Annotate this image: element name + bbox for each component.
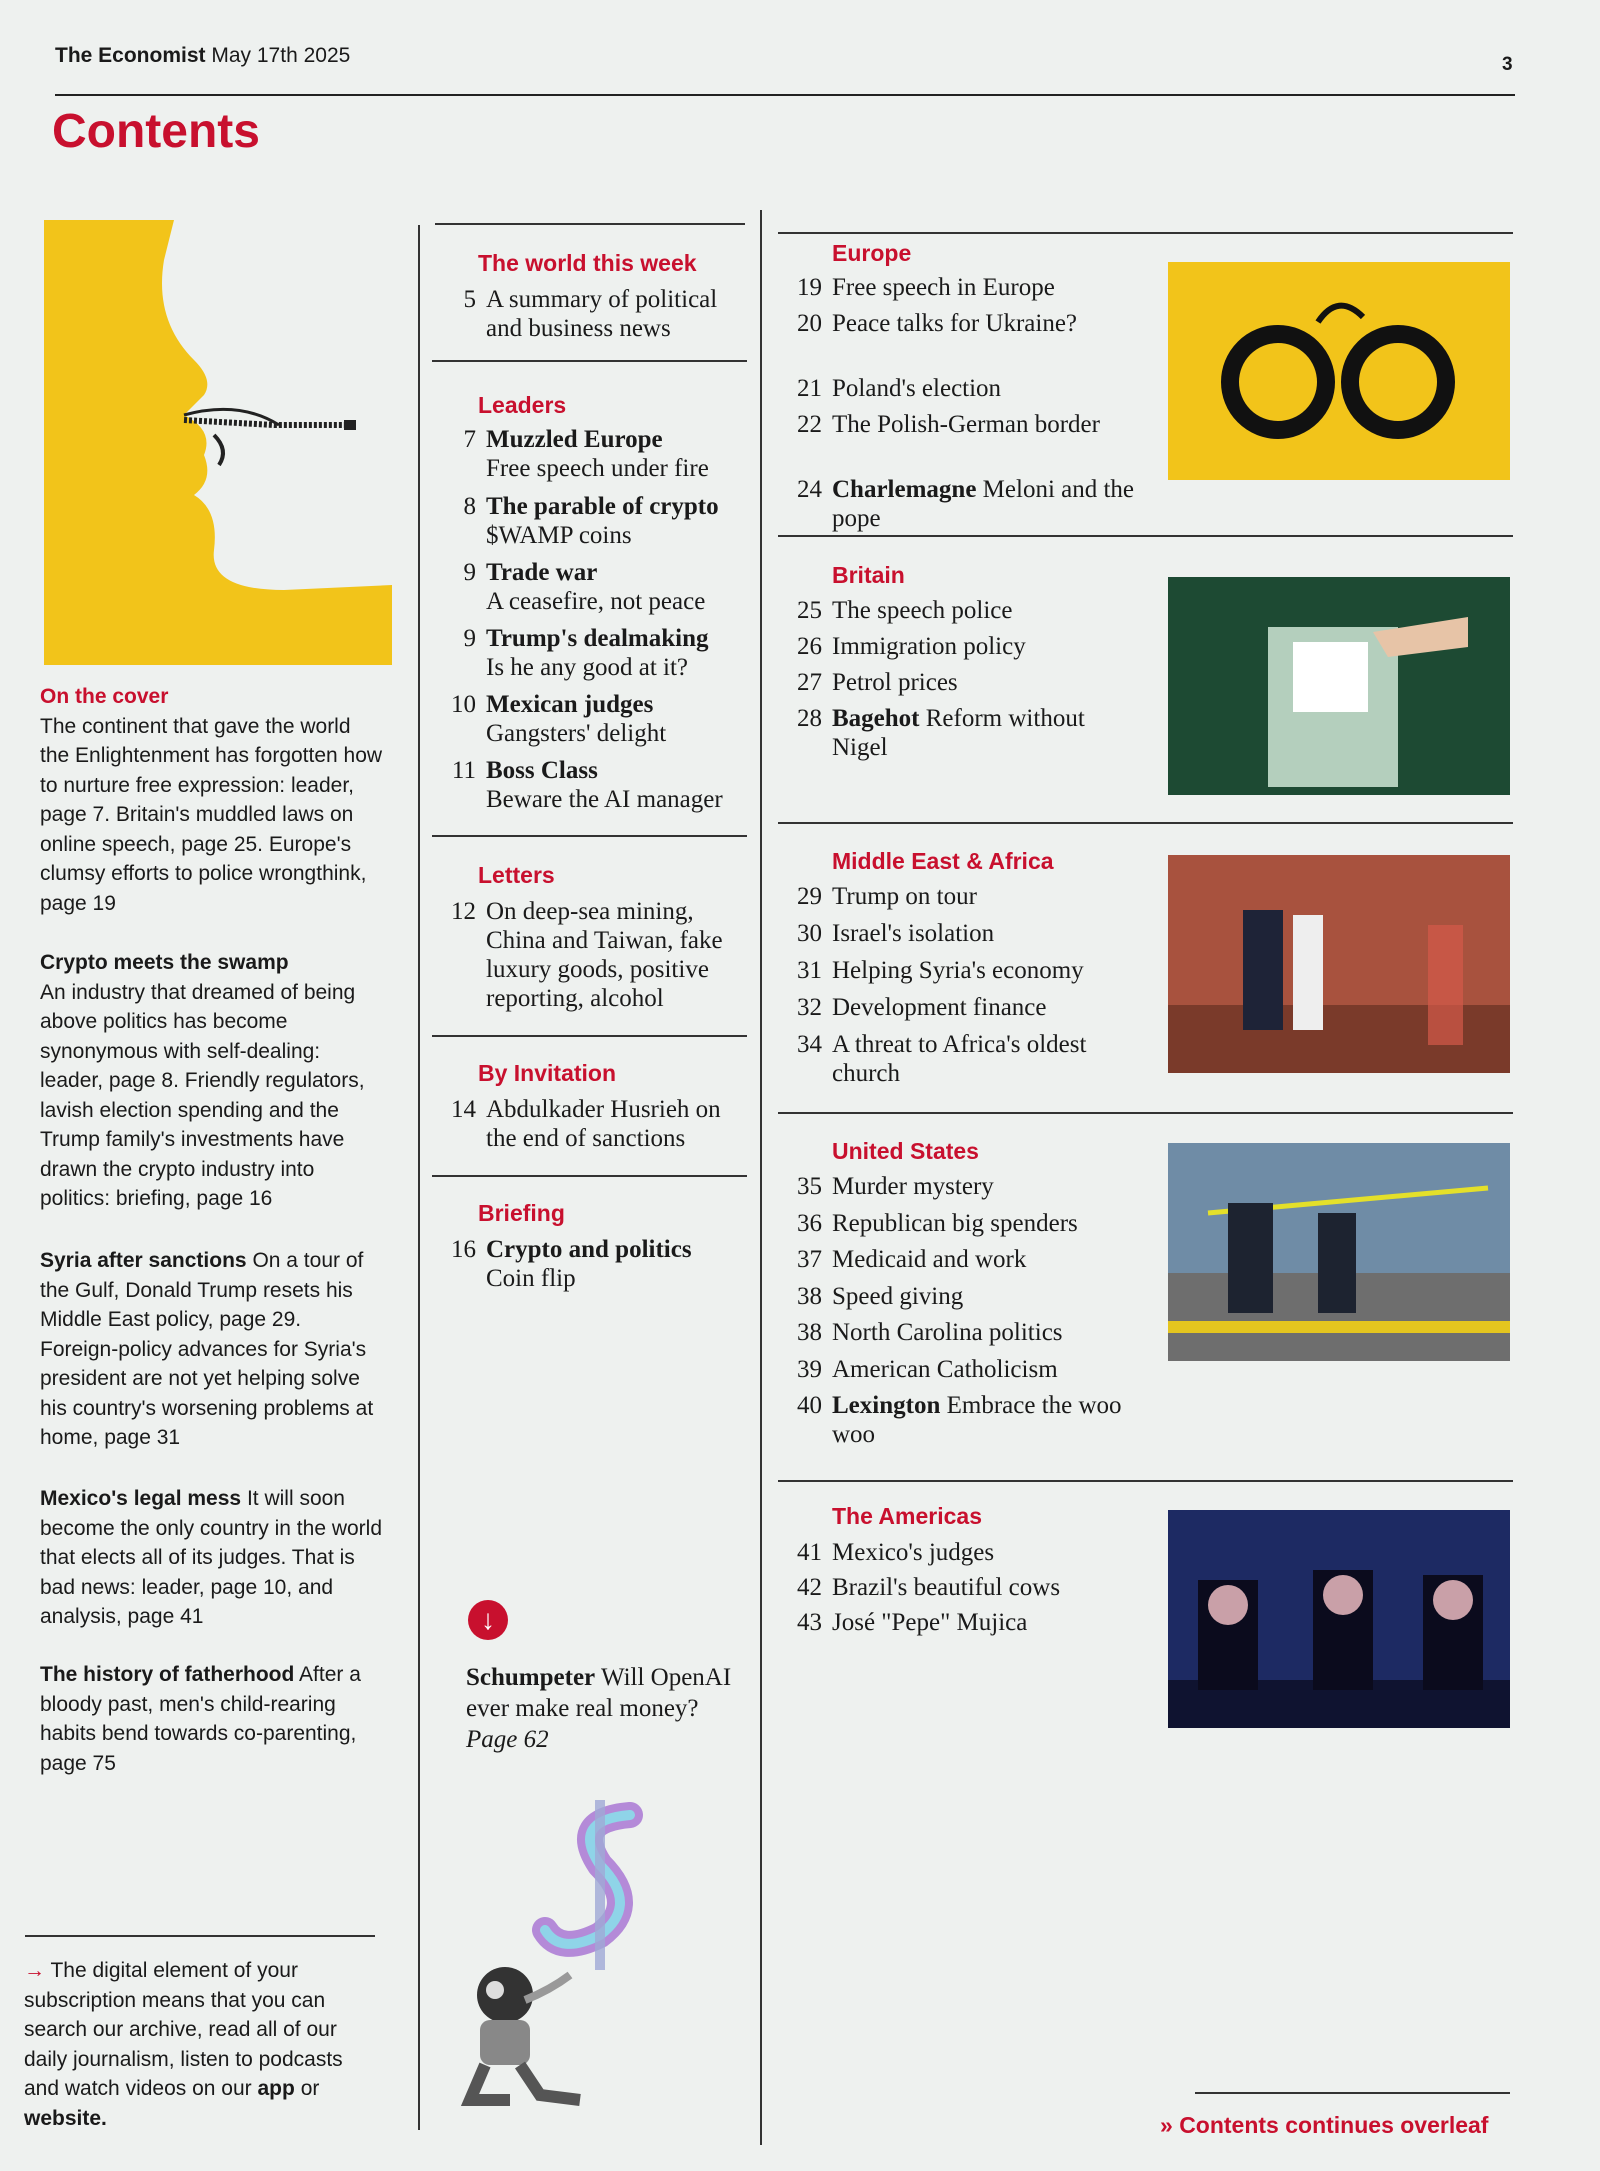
toc-page-number: 36 — [797, 1209, 822, 1237]
toc-page-number: 21 — [797, 375, 822, 402]
toc-entry-title: The parable of crypto — [486, 493, 719, 520]
toc-page-number: 16 — [451, 1236, 476, 1263]
double-chevron-icon: » — [1160, 2112, 1173, 2138]
toc-entry-subtitle: Abdulkader Husrieh on the end of sanctions — [486, 1096, 721, 1152]
toc-entry[interactable] — [778, 919, 1138, 948]
toc-entry-subtitle: Beware the AI manager — [486, 786, 723, 813]
toc-entry-subtitle: Free speech under fire — [486, 455, 709, 482]
digital-note — [24, 1956, 354, 2133]
toc-entry[interactable] — [778, 596, 1138, 625]
blurb-on-the-cover — [40, 682, 385, 918]
toc-page-number: 7 — [463, 426, 476, 453]
section-title: Europe — [832, 240, 912, 266]
toc-entry-text — [832, 1573, 1060, 1602]
toc-entry-subtitle: Immigration policy — [832, 633, 1026, 660]
blurb-syria — [40, 1246, 385, 1453]
toc-page-number: 42 — [797, 1574, 822, 1601]
toc-page-number: 12 — [451, 898, 476, 925]
toc-entry[interactable] — [778, 1608, 1138, 1637]
toc-entry-text — [832, 1538, 994, 1567]
toc-entry-text — [832, 882, 977, 911]
toc-entry[interactable] — [778, 1172, 1138, 1201]
toc-page-number: 27 — [797, 669, 822, 696]
toc-entry[interactable] — [778, 273, 1138, 302]
blurb-body: An industry that dreamed of being above politics has become synonymous with self-dealing: leader, page 8. Friendly regulators, lavish election spending and the Trump family's investments have drawn the crypto industry into politics: briefing, page 16 — [40, 980, 365, 1210]
toc-entry-text — [486, 1235, 692, 1293]
section-divider — [432, 1175, 747, 1177]
blurb-body: The continent that gave the world the Enlightenment has forgotten how to nurture free expression: leader, page 7. Britain's muddled laws on online speech, page 25. Europe's clumsy efforts to police wrongthink, page 19 — [40, 714, 383, 915]
middle-top-rule — [435, 223, 745, 225]
toc-entry-text — [832, 596, 1012, 625]
blurb-heading: Mexico's legal mess — [40, 1487, 242, 1510]
toc-entry-subtitle: José "Pepe" Mujica — [832, 1609, 1028, 1636]
toc-entry-text — [486, 425, 709, 483]
section-image — [1168, 1143, 1510, 1361]
toc-entry[interactable] — [778, 956, 1138, 985]
toc-entry-subtitle: Free speech in Europe — [832, 274, 1055, 301]
schumpeter-text: Will OpenAI ever make real money? — [466, 1664, 732, 1722]
toc-entry[interactable] — [778, 374, 1138, 403]
app-link[interactable]: app — [257, 2077, 295, 2100]
toc-page-number: 29 — [797, 883, 822, 910]
toc-entry-subtitle: Coin flip — [486, 1265, 576, 1292]
police-scene-photo — [1168, 1143, 1510, 1361]
robot-dollar-illustration — [450, 1795, 710, 2125]
toc-page-number: 8 — [463, 493, 476, 520]
toc-entry-text — [832, 1245, 1026, 1274]
arrow-right-icon: → — [24, 1959, 45, 1982]
contents-continues[interactable] — [1160, 2112, 1488, 2139]
toc-entry-text — [832, 993, 1047, 1022]
toc-entry-title: Crypto and politics — [486, 1236, 692, 1263]
toc-entry[interactable] — [432, 756, 732, 814]
toc-entry[interactable] — [432, 492, 732, 550]
blurb-heading: On the cover — [40, 685, 169, 708]
toc-entry-title: Trade war — [486, 559, 598, 586]
gulf-tour-photo — [1168, 855, 1510, 1073]
digital-note-text: The digital element of your subscription means that you can search our archive, read all of our daily journalism, listen to podcasts and watch videos on our — [24, 1959, 343, 2100]
blurb-heading: Crypto meets the swamp — [40, 951, 289, 974]
toc-entry-text — [832, 919, 994, 948]
toc-page-number: 9 — [463, 559, 476, 586]
toc-page-number: 26 — [797, 633, 822, 660]
toc-entry[interactable] — [778, 309, 1138, 338]
toc-entry-subtitle: Brazil's beautiful cows — [832, 1574, 1061, 1601]
toc-entry-text — [832, 704, 1138, 762]
toc-entry-title: Lexington — [832, 1392, 941, 1419]
blurb-fatherhood — [40, 1660, 385, 1778]
toc-entry-subtitle: Mexico's judges — [832, 1539, 995, 1566]
blurb-heading: The history of fatherhood — [40, 1663, 295, 1686]
toc-entry-text — [486, 1095, 732, 1153]
section-title: Briefing — [478, 1200, 565, 1226]
toc-entry[interactable] — [778, 1030, 1138, 1088]
toc-entry-subtitle: The speech police — [832, 597, 1013, 624]
toc-entry[interactable] — [778, 1573, 1138, 1602]
blurb-body: It will soon become the only country in the world that elects all of its judges. That is bad news: leader, page 10, and analysis, page 41 — [40, 1487, 383, 1628]
toc-page-number: 11 — [451, 757, 476, 784]
toc-entry[interactable] — [778, 1318, 1138, 1347]
right-top-rule — [778, 232, 1513, 234]
toc-entry-text — [486, 492, 719, 550]
issue-date: May 17th 2025 — [211, 44, 351, 67]
toc-entry-subtitle: Republican big spenders — [832, 1209, 1078, 1237]
section-title: United States — [832, 1138, 979, 1164]
website-link[interactable]: website. — [24, 2106, 107, 2130]
section-divider — [432, 835, 747, 837]
toc-page-number: 40 — [797, 1392, 822, 1419]
toc-entry-text — [832, 632, 1026, 661]
toc-page-number: 25 — [797, 597, 822, 624]
section-title: Britain — [832, 562, 905, 588]
section-divider — [778, 535, 1513, 537]
toc-entry[interactable] — [778, 475, 1138, 533]
toc-page-number: 43 — [797, 1609, 822, 1636]
toc-entry-subtitle: Reform without Nigel — [832, 705, 1085, 761]
toc-entry-subtitle: Helping Syria's economy — [832, 957, 1084, 984]
toc-entry-subtitle: Embrace the woo woo — [832, 1392, 1122, 1448]
toc-page-number: 24 — [797, 476, 822, 503]
section-image — [1168, 577, 1510, 795]
judges-illustration — [1168, 1510, 1510, 1728]
section-title: By Invitation — [478, 1060, 617, 1086]
toc-entry-text — [832, 273, 1055, 302]
toc-entry-text — [832, 956, 1084, 985]
toc-entry[interactable] — [778, 882, 1138, 911]
toc-entry-text — [486, 558, 705, 616]
toc-entry-text — [486, 624, 709, 682]
toc-entry-text — [832, 1608, 1027, 1637]
cover-image — [44, 220, 392, 665]
evidence-bag-icon — [1168, 577, 1510, 795]
continues-text: Contents continues overleaf — [1179, 2112, 1489, 2138]
section-image — [1168, 855, 1510, 1073]
blurb-body: On a tour of the Gulf, Donald Trump resets his Middle East policy, page 29. Foreign-policy advances for Syria's president are not yet helping solve his country's worsening problems at home, page 31 — [40, 1249, 374, 1449]
toc-entry-subtitle: Peace talks for Ukraine? — [832, 310, 1078, 337]
toc-page-number: 9 — [463, 625, 476, 652]
blurb-body: After a bloody past, men's child-rearing habits bend towards co-parenting, page 75 — [40, 1663, 361, 1775]
toc-entry[interactable] — [432, 1095, 732, 1153]
publication-name: The Economist — [55, 44, 206, 67]
toc-entry[interactable] — [778, 410, 1138, 439]
toc-page-number: 32 — [797, 994, 822, 1021]
toc-entry-text — [832, 668, 958, 697]
toc-entry-subtitle: Gangsters' delight — [486, 720, 667, 747]
toc-entry[interactable] — [432, 624, 732, 682]
toc-entry[interactable] — [778, 1282, 1138, 1311]
toc-page-number: 37 — [797, 1246, 822, 1273]
schumpeter-title: Schumpeter — [466, 1664, 596, 1691]
toc-entry-title: Boss Class — [486, 757, 598, 784]
toc-entry-text — [832, 410, 1100, 439]
toc-page-number: 35 — [797, 1173, 822, 1200]
toc-page-number: 20 — [797, 310, 822, 337]
blurb-mexico — [40, 1484, 385, 1632]
digital-note-or: or — [300, 2077, 320, 2100]
toc-entry-subtitle: On deep-sea mining, China and Taiwan, fake luxury goods, positive reporting, alcohol — [486, 898, 723, 1012]
toc-entry-text — [832, 309, 1077, 338]
schumpeter-page: Page 62 — [466, 1726, 549, 1753]
robot-dollar-image — [450, 1795, 710, 2125]
zipped-mouth-illustration — [44, 220, 392, 665]
toc-entry-text — [832, 1172, 994, 1201]
toc-page-number: 14 — [451, 1096, 476, 1123]
section-divider — [778, 822, 1513, 824]
toc-entry-text — [486, 690, 666, 748]
page-number: 3 — [1502, 54, 1513, 75]
toc-entry-subtitle: North Carolina politics — [832, 1319, 1063, 1346]
section-title: The world this week — [478, 250, 697, 276]
section-divider — [778, 1112, 1513, 1114]
toc-entry-subtitle: Development finance — [832, 994, 1047, 1021]
section-title: The Americas — [832, 1503, 982, 1529]
toc-page-number: 39 — [797, 1355, 822, 1383]
toc-entry-title: Muzzled Europe — [486, 426, 663, 453]
footer-rule — [1195, 2092, 1510, 2094]
toc-entry-text — [832, 1282, 963, 1311]
section-title: Leaders — [478, 392, 567, 418]
toc-entry-subtitle: A ceasefire, not peace — [486, 588, 706, 615]
toc-entry[interactable] — [778, 1391, 1138, 1449]
toc-entry[interactable] — [432, 558, 732, 616]
toc-entry[interactable] — [778, 632, 1138, 661]
schumpeter-teaser[interactable] — [466, 1662, 756, 1755]
toc-entry[interactable] — [778, 1355, 1138, 1384]
toc-entry-text — [832, 374, 1001, 403]
toc-entry-subtitle: Israel's isolation — [832, 920, 995, 947]
section-divider — [432, 360, 747, 362]
toc-entry-subtitle: A threat to Africa's oldest church — [832, 1031, 1087, 1087]
toc-entry-subtitle: The Polish-German border — [832, 411, 1100, 438]
toc-entry-subtitle: Murder mystery — [832, 1173, 994, 1200]
toc-entry-subtitle: American Catholicism — [832, 1355, 1058, 1383]
toc-entry-subtitle: A summary of political and business news — [486, 286, 718, 342]
toc-entry-text — [832, 1318, 1063, 1347]
toc-entry-title: Trump's dealmaking — [486, 625, 709, 652]
toc-page-number: 30 — [797, 920, 822, 947]
toc-entry-subtitle: Speed giving — [832, 1282, 964, 1310]
blurb-crypto — [40, 948, 385, 1214]
section-title: Letters — [478, 862, 555, 888]
left-footer-rule — [25, 1935, 375, 1937]
toc-entry-subtitle: Meloni and the pope — [832, 476, 1135, 532]
toc-entry[interactable] — [778, 1538, 1138, 1567]
toc-entry[interactable] — [432, 425, 732, 483]
section-divider — [432, 1035, 747, 1037]
toc-entry[interactable] — [778, 1245, 1138, 1274]
section-image — [1168, 262, 1510, 480]
toc-entry-title: Charlemagne — [832, 476, 977, 503]
toc-entry-text — [486, 285, 732, 343]
toc-page-number: 22 — [797, 411, 822, 438]
toc-entry-text — [486, 756, 723, 814]
section-title: Middle East & Africa — [832, 848, 1054, 874]
toc-page-number: 28 — [797, 705, 822, 732]
column-rule-right — [760, 210, 762, 2145]
toc-page-number: 38 — [797, 1319, 822, 1346]
toc-entry[interactable] — [432, 285, 732, 343]
toc-entry-text — [486, 897, 732, 1013]
toc-page-number: 41 — [797, 1539, 822, 1566]
toc-entry[interactable] — [432, 1235, 732, 1293]
toc-entry-title: Mexican judges — [486, 691, 654, 718]
toc-entry-text — [832, 475, 1138, 533]
column-rule-left — [418, 225, 420, 2130]
toc-entry-text — [832, 1391, 1138, 1449]
toc-entry-text — [832, 1209, 1078, 1238]
toc-page-number: 5 — [463, 286, 476, 313]
down-arrow-icon: ↓ — [468, 1600, 508, 1640]
toc-entry-subtitle: Petrol prices — [832, 669, 958, 696]
toc-entry[interactable] — [778, 1209, 1138, 1238]
header-rule — [55, 94, 1515, 96]
toc-entry-subtitle: Medicaid and work — [832, 1246, 1027, 1273]
toc-entry-subtitle: Trump on tour — [832, 883, 977, 910]
toc-page-number: 10 — [451, 691, 476, 718]
handcuffs-icon — [1168, 262, 1510, 480]
section-divider — [778, 1480, 1513, 1482]
toc-entry[interactable] — [432, 897, 732, 1013]
toc-entry[interactable] — [432, 690, 732, 748]
toc-entry[interactable] — [778, 668, 1138, 697]
toc-entry-subtitle: Is he any good at it? — [486, 654, 689, 681]
toc-page-number: 19 — [797, 274, 822, 301]
toc-entry-text — [832, 1030, 1138, 1088]
toc-entry-title: Bagehot — [832, 705, 920, 732]
toc-page-number: 34 — [797, 1031, 822, 1058]
toc-entry-text — [832, 1355, 1058, 1384]
toc-entry[interactable] — [778, 993, 1138, 1022]
toc-page-number: 31 — [797, 957, 822, 984]
section-image — [1168, 1510, 1510, 1728]
toc-entry[interactable] — [778, 704, 1138, 762]
page-title: Contents — [52, 105, 260, 158]
toc-entry-subtitle: $WAMP coins — [486, 522, 632, 549]
toc-entry-subtitle: Poland's election — [832, 375, 1002, 402]
running-header — [55, 44, 350, 68]
toc-page-number: 38 — [797, 1282, 822, 1310]
blurb-heading: Syria after sanctions — [40, 1249, 247, 1272]
